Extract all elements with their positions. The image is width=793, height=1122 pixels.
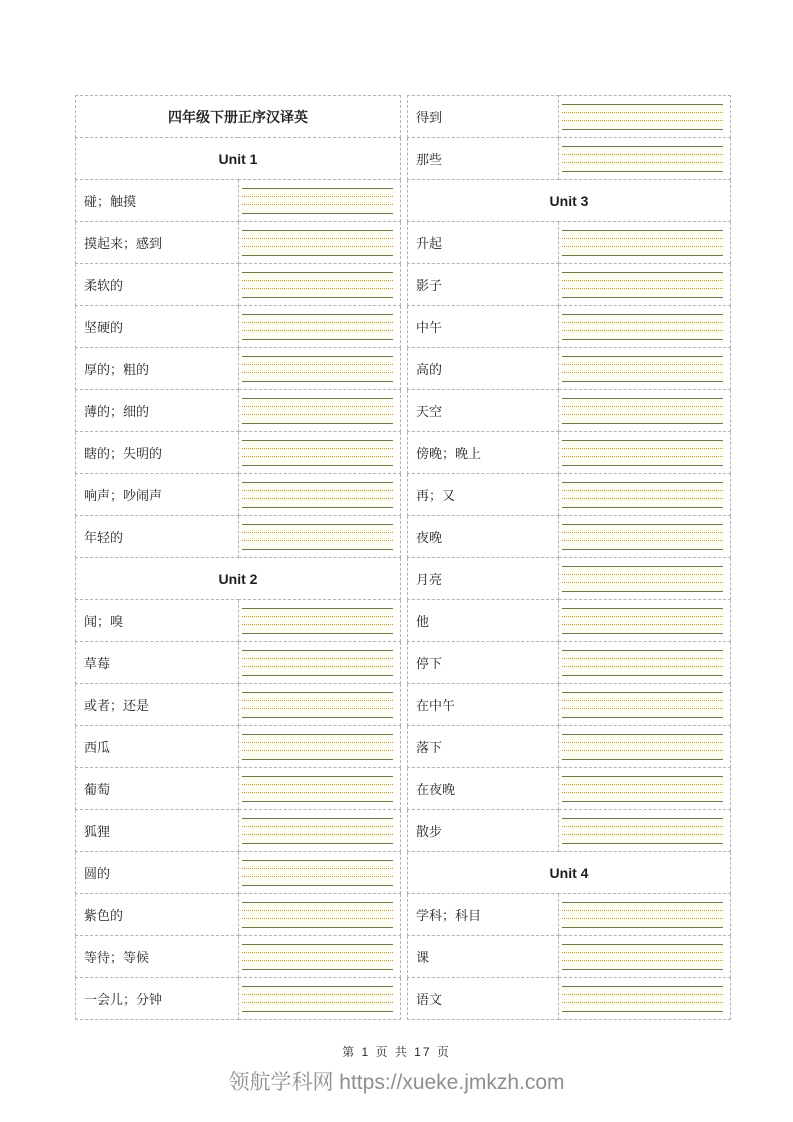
writing-line-segment xyxy=(562,239,723,247)
writing-line-segment xyxy=(562,289,723,297)
four-line-writing-grid xyxy=(242,314,394,340)
word-row xyxy=(76,768,401,810)
word-row xyxy=(408,936,731,978)
chinese-word-label: 年轻的 xyxy=(76,516,239,558)
writing-line-segment xyxy=(562,541,723,549)
writing-line-segment xyxy=(242,651,394,659)
writing-line-segment xyxy=(562,357,723,365)
chinese-word-label: 那些 xyxy=(408,138,559,180)
writing-line-segment xyxy=(242,911,394,919)
english-writing-cell xyxy=(559,306,731,348)
writing-line-segment xyxy=(242,827,394,835)
english-writing-cell xyxy=(559,348,731,390)
writing-line-segment xyxy=(562,575,723,583)
english-writing-cell xyxy=(238,264,401,306)
writing-line-segment xyxy=(242,743,394,751)
writing-line-segment xyxy=(562,365,723,373)
english-writing-cell xyxy=(238,306,401,348)
writing-line-segment xyxy=(562,609,723,617)
word-row xyxy=(408,390,731,432)
writing-line-segment xyxy=(562,113,723,121)
writing-line-segment xyxy=(242,457,394,465)
four-line-writing-grid xyxy=(562,146,723,172)
writing-line-segment xyxy=(562,121,723,129)
writing-line-segment xyxy=(242,903,394,911)
four-line-writing-grid xyxy=(562,104,723,130)
word-row xyxy=(408,684,731,726)
vocab-table-right xyxy=(407,95,731,1020)
writing-line-segment xyxy=(242,415,394,423)
writing-line-segment xyxy=(562,231,723,239)
writing-line-segment xyxy=(562,449,723,457)
writing-line-segment xyxy=(242,399,394,407)
writing-line-segment xyxy=(242,793,394,801)
writing-line-segment xyxy=(242,205,394,213)
english-writing-cell xyxy=(559,894,731,936)
chinese-word-label: 夜晚 xyxy=(408,516,559,558)
writing-line-segment xyxy=(242,533,394,541)
word-row xyxy=(76,264,401,306)
four-line-writing-grid xyxy=(562,650,723,676)
writing-line-segment xyxy=(562,617,723,625)
english-writing-cell xyxy=(238,432,401,474)
four-line-writing-grid xyxy=(242,986,394,1012)
english-writing-cell xyxy=(559,516,731,558)
four-line-writing-grid xyxy=(562,944,723,970)
english-writing-cell xyxy=(238,222,401,264)
worksheet-title: 四年级下册正序汉译英 xyxy=(76,96,401,138)
writing-line-segment xyxy=(562,961,723,969)
watermark-site-text: 领航学科网 https://xueke.jmkzh.com xyxy=(228,1071,565,1094)
writing-line-segment xyxy=(242,365,394,373)
writing-line-segment xyxy=(562,323,723,331)
chinese-word-label: 月亮 xyxy=(408,558,559,600)
writing-line-segment xyxy=(242,709,394,717)
writing-line-segment xyxy=(562,583,723,591)
writing-line-segment xyxy=(562,441,723,449)
word-row xyxy=(408,516,731,558)
english-writing-cell xyxy=(559,432,731,474)
writing-line-segment xyxy=(242,289,394,297)
four-line-writing-grid xyxy=(242,398,394,424)
writing-line-segment xyxy=(562,315,723,323)
chinese-word-label: 葡萄 xyxy=(76,768,239,810)
writing-line-segment xyxy=(242,441,394,449)
english-writing-cell xyxy=(559,810,731,852)
writing-line-segment xyxy=(562,751,723,759)
chinese-word-label: 天空 xyxy=(408,390,559,432)
four-line-writing-grid xyxy=(562,986,723,1012)
four-line-writing-grid xyxy=(562,272,723,298)
writing-line-segment xyxy=(562,785,723,793)
chinese-word-label: 升起 xyxy=(408,222,559,264)
chinese-word-label: 中午 xyxy=(408,306,559,348)
english-writing-cell xyxy=(238,684,401,726)
unit-row xyxy=(76,558,401,600)
english-writing-cell xyxy=(559,642,731,684)
unit-row xyxy=(408,180,731,222)
chinese-word-label: 坚硬的 xyxy=(76,306,239,348)
writing-line-segment xyxy=(242,987,394,995)
writing-line-segment xyxy=(242,861,394,869)
writing-line-segment xyxy=(562,499,723,507)
writing-line-segment xyxy=(242,777,394,785)
english-writing-cell xyxy=(238,474,401,516)
chinese-word-label: 紫色的 xyxy=(76,894,239,936)
writing-line-segment xyxy=(242,373,394,381)
four-line-writing-grid xyxy=(562,818,723,844)
word-row xyxy=(76,852,401,894)
word-row xyxy=(76,432,401,474)
four-line-writing-grid xyxy=(242,272,394,298)
writing-line-segment xyxy=(562,693,723,701)
chinese-word-label: 碰；触摸 xyxy=(76,180,239,222)
chinese-word-label: 柔软的 xyxy=(76,264,239,306)
writing-line-segment xyxy=(242,541,394,549)
chinese-word-label: 等待；等候 xyxy=(76,936,239,978)
vocab-table-left xyxy=(75,95,401,1020)
writing-line-segment xyxy=(562,407,723,415)
writing-line-segment xyxy=(242,281,394,289)
four-line-writing-grid xyxy=(562,314,723,340)
four-line-writing-grid xyxy=(562,398,723,424)
chinese-word-label: 在夜晚 xyxy=(408,768,559,810)
chinese-word-label: 得到 xyxy=(408,96,559,138)
word-row xyxy=(408,264,731,306)
four-line-writing-grid xyxy=(562,230,723,256)
four-line-writing-grid xyxy=(242,524,394,550)
unit-header: Unit 4 xyxy=(408,852,731,894)
english-writing-cell xyxy=(559,222,731,264)
four-line-writing-grid xyxy=(562,482,723,508)
writing-line-segment xyxy=(562,147,723,155)
writing-line-segment xyxy=(242,625,394,633)
unit-header: Unit 1 xyxy=(76,138,401,180)
writing-line-segment xyxy=(562,163,723,171)
word-row xyxy=(76,936,401,978)
chinese-word-label: 薄的；细的 xyxy=(76,390,239,432)
chinese-word-label: 散步 xyxy=(408,810,559,852)
writing-line-segment xyxy=(242,189,394,197)
english-writing-cell xyxy=(238,978,401,1020)
chinese-word-label: 落下 xyxy=(408,726,559,768)
four-line-writing-grid xyxy=(562,776,723,802)
four-line-writing-grid xyxy=(242,440,394,466)
writing-line-segment xyxy=(242,273,394,281)
four-line-writing-grid xyxy=(242,608,394,634)
writing-line-segment xyxy=(562,625,723,633)
english-writing-cell xyxy=(238,390,401,432)
writing-line-segment xyxy=(242,449,394,457)
chinese-word-label: 在中午 xyxy=(408,684,559,726)
writing-line-segment xyxy=(242,877,394,885)
writing-line-segment xyxy=(562,735,723,743)
word-row xyxy=(76,810,401,852)
writing-line-segment xyxy=(562,827,723,835)
writing-line-segment xyxy=(242,407,394,415)
english-writing-cell xyxy=(559,936,731,978)
english-writing-cell xyxy=(559,978,731,1020)
writing-line-segment xyxy=(242,919,394,927)
english-writing-cell xyxy=(559,600,731,642)
word-row xyxy=(76,684,401,726)
writing-line-segment xyxy=(242,247,394,255)
chinese-word-label: 闻；嗅 xyxy=(76,600,239,642)
writing-line-segment xyxy=(242,869,394,877)
word-row xyxy=(408,810,731,852)
four-line-writing-grid xyxy=(242,482,394,508)
four-line-writing-grid xyxy=(562,356,723,382)
word-row xyxy=(408,474,731,516)
writing-line-segment xyxy=(242,667,394,675)
four-line-writing-grid xyxy=(562,692,723,718)
writing-line-segment xyxy=(242,735,394,743)
chinese-word-label: 语文 xyxy=(408,978,559,1020)
chinese-word-label: 高的 xyxy=(408,348,559,390)
word-row xyxy=(408,726,731,768)
four-line-writing-grid xyxy=(242,860,394,886)
english-writing-cell xyxy=(559,726,731,768)
writing-line-segment xyxy=(242,819,394,827)
page-number-indicator: 第 1 页 共 17 页 xyxy=(342,1045,451,1059)
english-writing-cell xyxy=(238,600,401,642)
four-line-writing-grid xyxy=(562,902,723,928)
writing-line-segment xyxy=(242,323,394,331)
chinese-word-label: 厚的；粗的 xyxy=(76,348,239,390)
four-line-writing-grid xyxy=(562,608,723,634)
chinese-word-label: 课 xyxy=(408,936,559,978)
chinese-word-label: 他 xyxy=(408,600,559,642)
writing-line-segment xyxy=(242,197,394,205)
four-line-writing-grid xyxy=(242,776,394,802)
writing-line-segment xyxy=(562,533,723,541)
word-row xyxy=(408,306,731,348)
writing-line-segment xyxy=(562,457,723,465)
four-line-writing-grid xyxy=(242,650,394,676)
writing-line-segment xyxy=(562,247,723,255)
writing-line-segment xyxy=(562,945,723,953)
chinese-word-label: 响声；吵闹声 xyxy=(76,474,239,516)
writing-line-segment xyxy=(242,785,394,793)
word-row xyxy=(408,768,731,810)
english-writing-cell xyxy=(559,138,731,180)
four-line-writing-grid xyxy=(562,524,723,550)
chinese-word-label: 一会儿；分钟 xyxy=(76,978,239,1020)
english-writing-cell xyxy=(238,852,401,894)
chinese-word-label: 学科；科目 xyxy=(408,894,559,936)
writing-line-segment xyxy=(562,155,723,163)
writing-line-segment xyxy=(562,835,723,843)
word-row xyxy=(408,600,731,642)
chinese-word-label: 或者；还是 xyxy=(76,684,239,726)
writing-line-segment xyxy=(562,743,723,751)
english-writing-cell xyxy=(238,936,401,978)
writing-line-segment xyxy=(562,525,723,533)
writing-line-segment xyxy=(242,331,394,339)
word-row xyxy=(408,558,731,600)
writing-line-segment xyxy=(242,701,394,709)
four-line-writing-grid xyxy=(242,818,394,844)
writing-line-segment xyxy=(242,945,394,953)
word-row xyxy=(408,978,731,1020)
word-row xyxy=(76,642,401,684)
writing-line-segment xyxy=(242,357,394,365)
word-row xyxy=(408,894,731,936)
english-writing-cell xyxy=(238,810,401,852)
writing-line-segment xyxy=(562,701,723,709)
chinese-word-label: 草莓 xyxy=(76,642,239,684)
writing-line-segment xyxy=(562,911,723,919)
word-row xyxy=(408,222,731,264)
writing-line-segment xyxy=(562,903,723,911)
writing-line-segment xyxy=(562,777,723,785)
english-writing-cell xyxy=(238,180,401,222)
writing-line-segment xyxy=(562,919,723,927)
writing-line-segment xyxy=(242,499,394,507)
four-line-writing-grid xyxy=(562,440,723,466)
unit-header: Unit 2 xyxy=(76,558,401,600)
four-line-writing-grid xyxy=(242,692,394,718)
chinese-word-label: 摸起来；感到 xyxy=(76,222,239,264)
four-line-writing-grid xyxy=(242,230,394,256)
writing-line-segment xyxy=(562,331,723,339)
four-line-writing-grid xyxy=(562,734,723,760)
word-row xyxy=(408,348,731,390)
writing-line-segment xyxy=(562,667,723,675)
unit-row xyxy=(408,852,731,894)
chinese-word-label: 狐狸 xyxy=(76,810,239,852)
english-writing-cell xyxy=(238,726,401,768)
writing-line-segment xyxy=(562,953,723,961)
writing-line-segment xyxy=(242,231,394,239)
english-writing-cell xyxy=(559,264,731,306)
writing-line-segment xyxy=(562,793,723,801)
english-writing-cell xyxy=(238,768,401,810)
writing-line-segment xyxy=(562,709,723,717)
writing-line-segment xyxy=(242,693,394,701)
writing-line-segment xyxy=(562,373,723,381)
unit-header: Unit 3 xyxy=(408,180,731,222)
writing-line-segment xyxy=(562,1003,723,1011)
chinese-word-label: 停下 xyxy=(408,642,559,684)
word-row xyxy=(76,180,401,222)
four-line-writing-grid xyxy=(242,902,394,928)
writing-line-segment xyxy=(242,483,394,491)
writing-line-segment xyxy=(242,239,394,247)
word-row xyxy=(408,96,731,138)
english-writing-cell xyxy=(238,894,401,936)
writing-line-segment xyxy=(242,835,394,843)
writing-line-segment xyxy=(562,491,723,499)
word-row xyxy=(76,222,401,264)
four-line-writing-grid xyxy=(242,944,394,970)
chinese-word-label: 再；又 xyxy=(408,474,559,516)
word-row xyxy=(76,390,401,432)
writing-line-segment xyxy=(562,483,723,491)
word-row xyxy=(76,978,401,1020)
english-writing-cell xyxy=(559,768,731,810)
four-line-writing-grid xyxy=(242,188,394,214)
english-writing-cell xyxy=(559,474,731,516)
word-row xyxy=(76,474,401,516)
word-row xyxy=(76,348,401,390)
writing-line-segment xyxy=(242,315,394,323)
word-row xyxy=(76,600,401,642)
word-row xyxy=(76,894,401,936)
writing-line-segment xyxy=(242,995,394,1003)
writing-line-segment xyxy=(242,953,394,961)
writing-line-segment xyxy=(242,491,394,499)
writing-line-segment xyxy=(562,995,723,1003)
four-line-writing-grid xyxy=(242,734,394,760)
english-writing-cell xyxy=(559,684,731,726)
writing-line-segment xyxy=(562,651,723,659)
unit-row xyxy=(76,138,401,180)
writing-line-segment xyxy=(562,819,723,827)
english-writing-cell xyxy=(559,390,731,432)
word-row xyxy=(408,138,731,180)
writing-line-segment xyxy=(242,961,394,969)
title-row xyxy=(76,96,401,138)
writing-line-segment xyxy=(242,659,394,667)
chinese-word-label: 西瓜 xyxy=(76,726,239,768)
four-line-writing-grid xyxy=(242,356,394,382)
writing-line-segment xyxy=(562,105,723,113)
chinese-word-label: 傍晚；晚上 xyxy=(408,432,559,474)
writing-line-segment xyxy=(562,399,723,407)
english-writing-cell xyxy=(238,642,401,684)
writing-line-segment xyxy=(242,751,394,759)
english-writing-cell xyxy=(238,516,401,558)
chinese-word-label: 影子 xyxy=(408,264,559,306)
writing-line-segment xyxy=(562,567,723,575)
word-row xyxy=(408,642,731,684)
word-row xyxy=(76,306,401,348)
writing-line-segment xyxy=(562,415,723,423)
word-row xyxy=(76,516,401,558)
writing-line-segment xyxy=(242,1003,394,1011)
english-writing-cell xyxy=(559,558,731,600)
english-writing-cell xyxy=(559,96,731,138)
word-row xyxy=(408,432,731,474)
chinese-word-label: 瞎的；失明的 xyxy=(76,432,239,474)
writing-line-segment xyxy=(242,617,394,625)
writing-line-segment xyxy=(562,987,723,995)
writing-line-segment xyxy=(562,659,723,667)
english-writing-cell xyxy=(238,348,401,390)
writing-line-segment xyxy=(562,273,723,281)
four-line-writing-grid xyxy=(562,566,723,592)
chinese-word-label: 圆的 xyxy=(76,852,239,894)
word-row xyxy=(76,726,401,768)
writing-line-segment xyxy=(242,609,394,617)
writing-line-segment xyxy=(242,525,394,533)
writing-line-segment xyxy=(562,281,723,289)
